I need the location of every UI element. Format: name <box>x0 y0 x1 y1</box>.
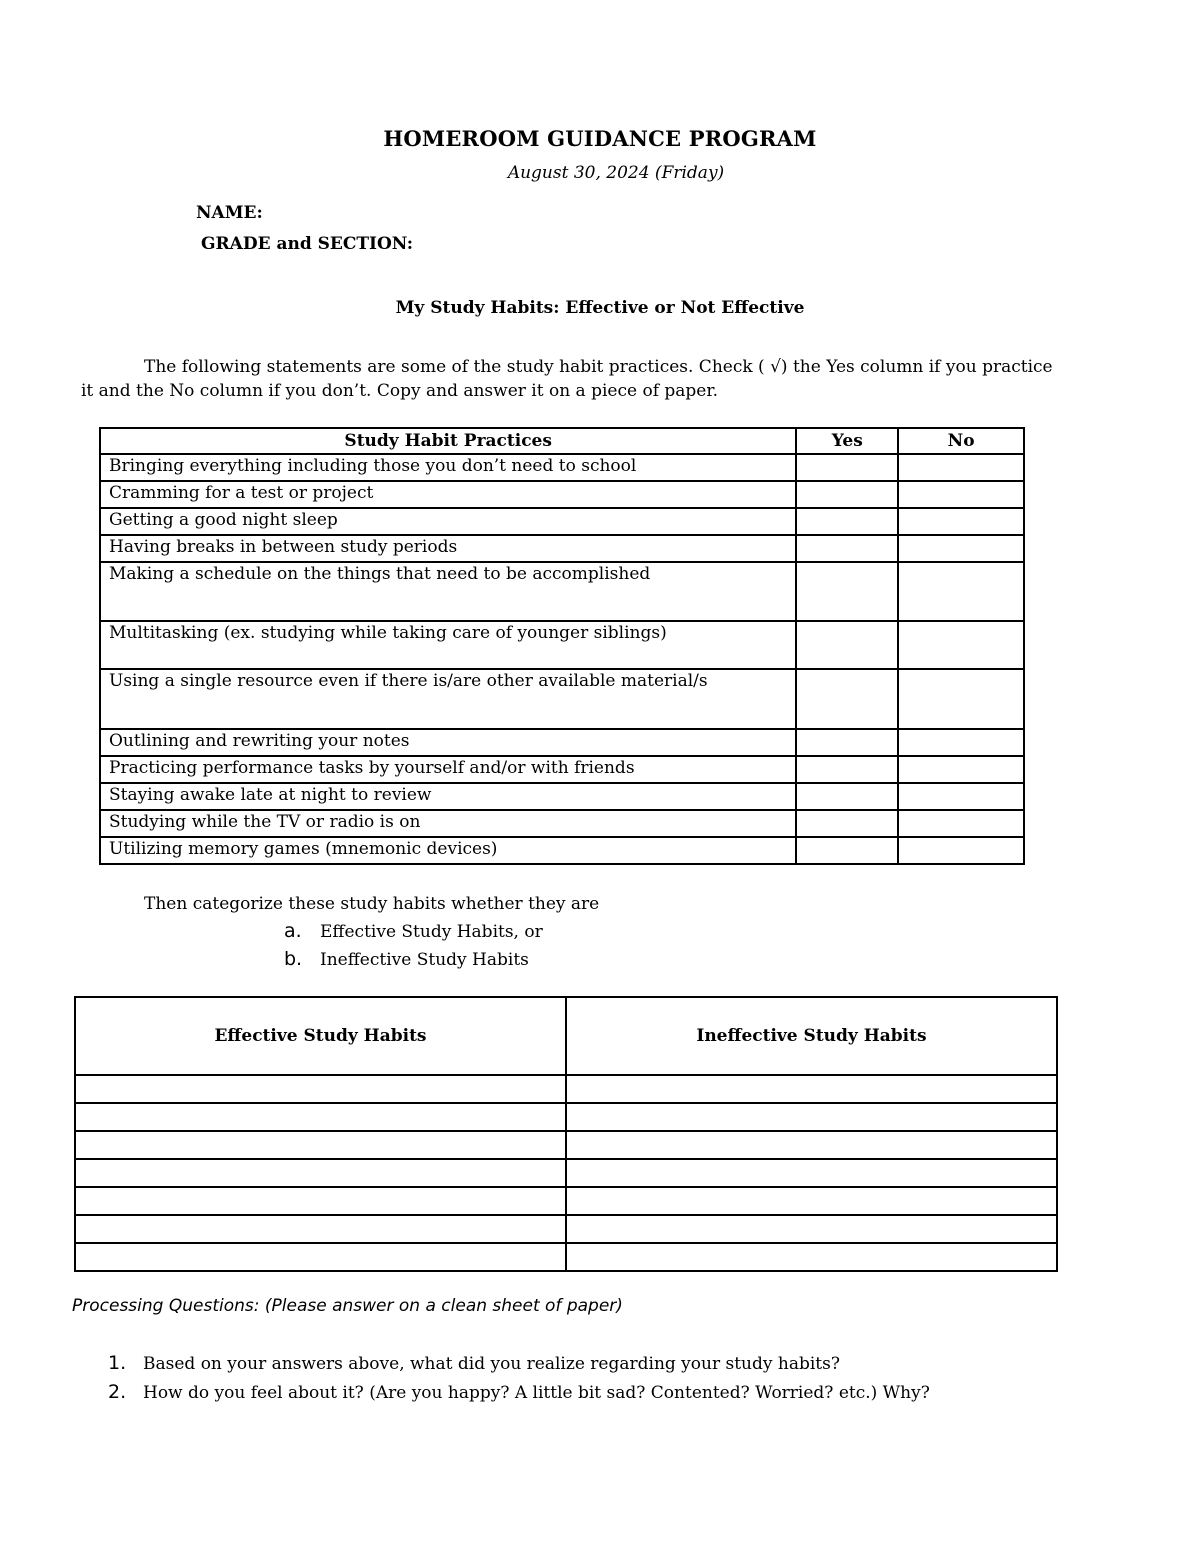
study-habits-table <box>99 427 1025 865</box>
no-cell[interactable] <box>898 621 1024 669</box>
table-row <box>100 562 1024 621</box>
practice-text: Studying while the TV or radio is on <box>100 810 796 837</box>
table-header-row <box>100 428 1024 454</box>
practice-text: Cramming for a test or project <box>100 481 796 508</box>
ineffective-cell[interactable] <box>566 1075 1057 1103</box>
table-row <box>75 1131 1057 1159</box>
question-text: How do you feel about it? (Are you happy? A little bit sad? Contented? Worried? etc.) Why? <box>143 1383 930 1403</box>
header-effective: Effective Study Habits <box>75 997 566 1075</box>
header-no: No <box>898 428 1024 454</box>
no-cell[interactable] <box>898 729 1024 756</box>
ineffective-cell[interactable] <box>566 1131 1057 1159</box>
table-row <box>100 621 1024 669</box>
question-marker: 1. <box>108 1352 127 1374</box>
ineffective-cell[interactable] <box>566 1159 1057 1187</box>
table-row <box>100 454 1024 481</box>
grade-section-label: GRADE and SECTION: <box>201 234 414 254</box>
no-cell[interactable] <box>898 837 1024 864</box>
effective-cell[interactable] <box>75 1103 566 1131</box>
ineffective-cell[interactable] <box>566 1243 1057 1271</box>
table-row <box>100 837 1024 864</box>
yes-cell[interactable] <box>796 756 898 783</box>
practice-text: Outlining and rewriting your notes <box>100 729 796 756</box>
yes-cell[interactable] <box>796 669 898 729</box>
practice-text: Multitasking (ex. studying while taking care of younger siblings) <box>100 621 796 669</box>
yes-cell[interactable] <box>796 508 898 535</box>
no-cell[interactable] <box>898 454 1024 481</box>
question-2 <box>108 1380 930 1405</box>
no-cell[interactable] <box>898 481 1024 508</box>
practice-text: Staying awake late at night to review <box>100 783 796 810</box>
effective-cell[interactable] <box>75 1187 566 1215</box>
no-cell[interactable] <box>898 535 1024 562</box>
header-yes: Yes <box>796 428 898 454</box>
name-label: NAME: <box>196 203 263 223</box>
categorize-intro: Then categorize these study habits whether they are <box>144 894 600 914</box>
effective-cell[interactable] <box>75 1159 566 1187</box>
instructions-line-2: it and the No column if you don’t. Copy and answer it on a piece of paper. <box>81 381 719 401</box>
yes-cell[interactable] <box>796 481 898 508</box>
ineffective-cell[interactable] <box>566 1215 1057 1243</box>
document-title: HOMEROOM GUIDANCE PROGRAM <box>383 126 817 151</box>
no-cell[interactable] <box>898 810 1024 837</box>
option-text: Effective Study Habits, or <box>320 922 543 942</box>
question-marker: 2. <box>108 1381 127 1403</box>
instructions-line-1: The following statements are some of the study habit practices. Check ( √) the Yes column if you practice <box>144 357 1053 377</box>
question-1 <box>108 1351 840 1376</box>
practice-text: Getting a good night sleep <box>100 508 796 535</box>
ineffective-cell[interactable] <box>566 1187 1057 1215</box>
yes-cell[interactable] <box>796 837 898 864</box>
option-a <box>284 919 543 944</box>
yes-cell[interactable] <box>796 562 898 621</box>
practice-text: Utilizing memory games (mnemonic devices) <box>100 837 796 864</box>
table-row <box>100 783 1024 810</box>
table-row <box>75 1187 1057 1215</box>
practice-text: Using a single resource even if there is/are other available material/s <box>100 669 796 729</box>
practice-text: Making a schedule on the things that need to be accomplished <box>100 562 796 621</box>
table-row <box>75 1159 1057 1187</box>
processing-questions-label: Processing Questions: (Please answer on a clean sheet of paper) <box>72 1296 623 1316</box>
option-text: Ineffective Study Habits <box>320 950 529 970</box>
question-text: Based on your answers above, what did you realize regarding your study habits? <box>143 1354 840 1374</box>
yes-cell[interactable] <box>796 454 898 481</box>
table-row <box>75 1215 1057 1243</box>
categorize-table <box>74 996 1058 1272</box>
effective-cell[interactable] <box>75 1215 566 1243</box>
effective-cell[interactable] <box>75 1131 566 1159</box>
practice-text: Having breaks in between study periods <box>100 535 796 562</box>
table-header-row <box>75 997 1057 1075</box>
table-row <box>75 1075 1057 1103</box>
effective-cell[interactable] <box>75 1243 566 1271</box>
table-row <box>100 810 1024 837</box>
table-row <box>100 669 1024 729</box>
header-ineffective: Ineffective Study Habits <box>566 997 1057 1075</box>
table-row <box>100 535 1024 562</box>
yes-cell[interactable] <box>796 810 898 837</box>
yes-cell[interactable] <box>796 621 898 669</box>
table-row <box>75 1103 1057 1131</box>
option-b <box>284 947 529 972</box>
table-row <box>100 481 1024 508</box>
no-cell[interactable] <box>898 562 1024 621</box>
table-row <box>100 508 1024 535</box>
table-row <box>100 729 1024 756</box>
yes-cell[interactable] <box>796 783 898 810</box>
header-practices: Study Habit Practices <box>100 428 796 454</box>
document-date: August 30, 2024 (Friday) <box>507 163 725 183</box>
practice-text: Practicing performance tasks by yourself and/or with friends <box>100 756 796 783</box>
yes-cell[interactable] <box>796 729 898 756</box>
practice-text: Bringing everything including those you don’t need to school <box>100 454 796 481</box>
no-cell[interactable] <box>898 669 1024 729</box>
no-cell[interactable] <box>898 756 1024 783</box>
effective-cell[interactable] <box>75 1075 566 1103</box>
table-row <box>100 756 1024 783</box>
ineffective-cell[interactable] <box>566 1103 1057 1131</box>
activity-title: My Study Habits: Effective or Not Effective <box>395 298 805 318</box>
yes-cell[interactable] <box>796 535 898 562</box>
option-marker: b. <box>284 948 303 970</box>
table-row <box>75 1243 1057 1271</box>
no-cell[interactable] <box>898 783 1024 810</box>
option-marker: a. <box>284 920 302 942</box>
no-cell[interactable] <box>898 508 1024 535</box>
